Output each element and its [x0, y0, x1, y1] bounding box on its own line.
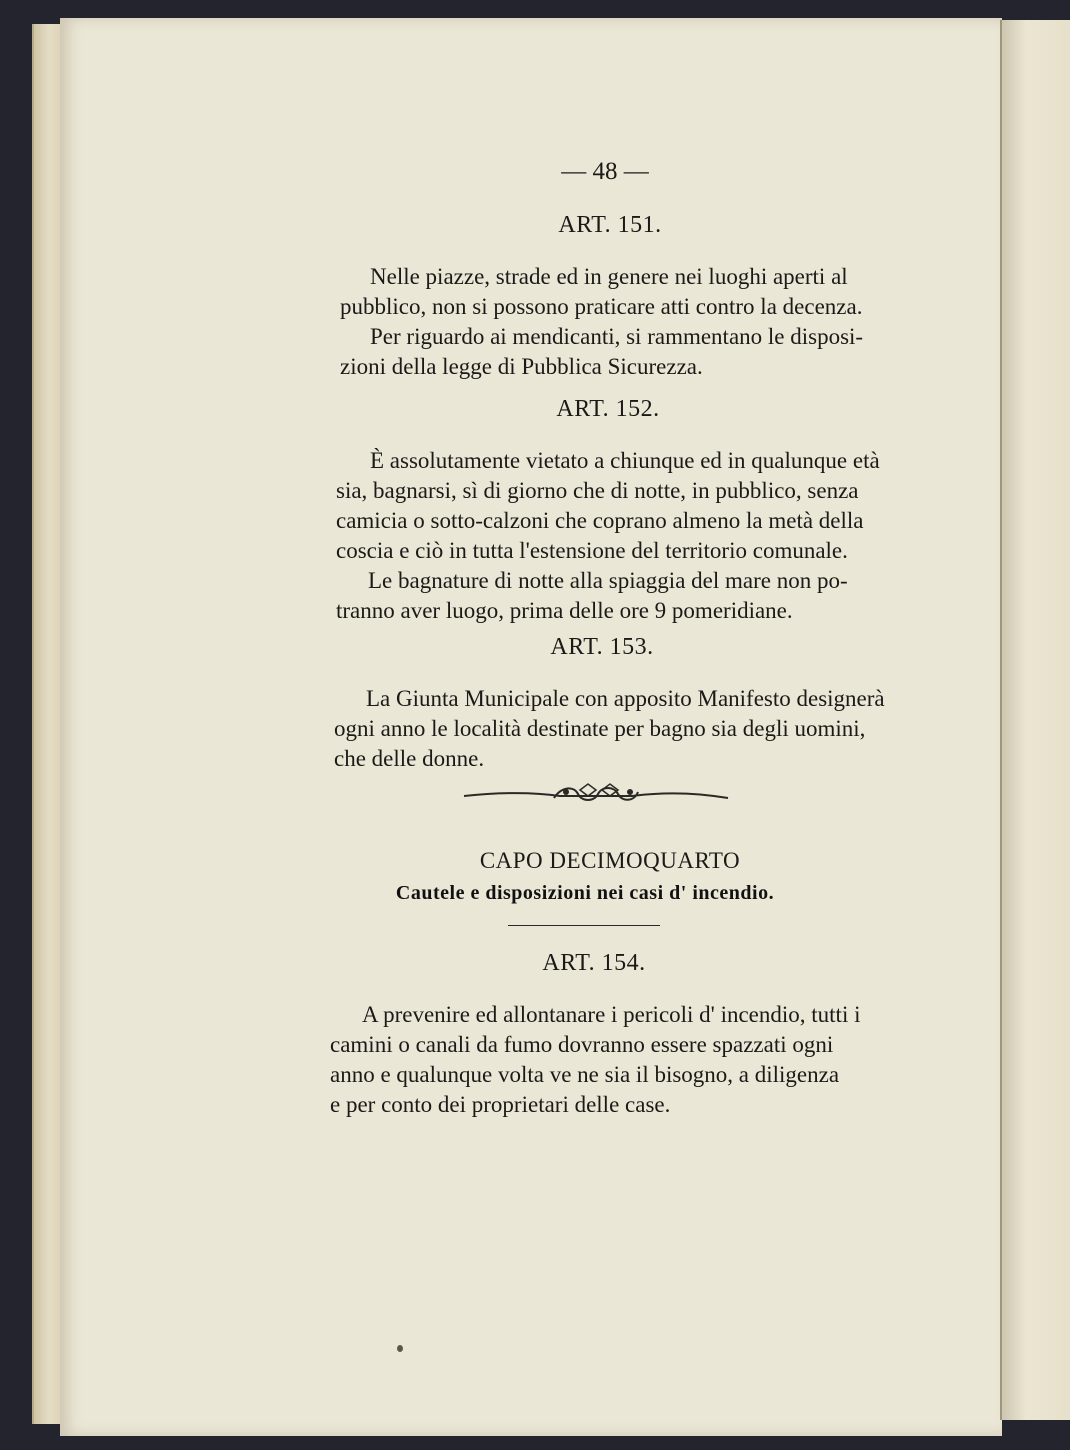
art-153-paragraph-1: [334, 684, 885, 774]
text-line: tranno aver luogo, prima delle ore 9 pomeridiane.: [336, 598, 793, 623]
chapter-title: CAPO DECIMOQUARTO: [479, 848, 741, 873]
text-line: camini o canali da fumo dovranno essere spazzati ogni: [330, 1032, 834, 1057]
text-line: che delle donne.: [334, 746, 485, 771]
text-line: e per conto dei proprietari delle case.: [330, 1092, 671, 1117]
text-line: A prevenire ed allontanare i pericoli d' incendio, tutti i: [362, 1002, 861, 1027]
text-line: zioni della legge di Pubblica Sicurezza.: [340, 354, 703, 379]
text-line: camicia o sotto-calzoni che coprano almeno la metà della: [336, 508, 864, 533]
text-line: È assolutamente vietato a chiunque ed in qualunque età: [370, 448, 880, 473]
paper-speck: [397, 1345, 403, 1352]
text-line: Per riguardo ai mendicanti, si rammentano le disposi-: [370, 324, 864, 349]
text-line: ogni anno le località destinate per bagno sia degli uomini,: [334, 716, 866, 741]
art-153-heading: ART. 153.: [550, 634, 654, 660]
text-line: anno e qualunque volta ve ne sia il bisogno, a diligenza: [330, 1062, 840, 1087]
art-151-paragraph-2: [340, 322, 870, 382]
art-152-heading: ART. 152.: [556, 396, 660, 422]
art-152-paragraph-2: [336, 566, 870, 626]
chapter-subtitle: Cautele e disposizioni nei casi d' incendio.: [395, 882, 775, 904]
text-line: Nelle piazze, strade ed in genere nei luoghi aperti al: [370, 264, 848, 289]
art-154-paragraph-1: [330, 1000, 862, 1120]
text-line: sia, bagnarsi, sì di giorno che di notte, in pubblico, senza: [336, 478, 859, 503]
chapter-rule: [508, 925, 660, 926]
art-151-paragraph-1: [340, 262, 870, 322]
art-154-heading: ART. 154.: [542, 950, 646, 976]
art-151-heading: ART. 151.: [558, 212, 662, 238]
facing-page-edge: [1000, 20, 1070, 1420]
text-line: La Giunta Municipale con apposito Manifesto designerà: [366, 686, 885, 711]
page-number: — 48 —: [561, 158, 649, 185]
art-152-paragraph-1: [336, 446, 880, 566]
text-line: pubblico, non si possono praticare atti contro la decenza.: [340, 294, 863, 319]
text-line: coscia e ciò in tutta l'estensione del territorio comunale.: [336, 538, 848, 563]
ornamental-divider: [462, 780, 730, 810]
text-line: Le bagnature di notte alla spiaggia del mare non po-: [368, 568, 848, 593]
